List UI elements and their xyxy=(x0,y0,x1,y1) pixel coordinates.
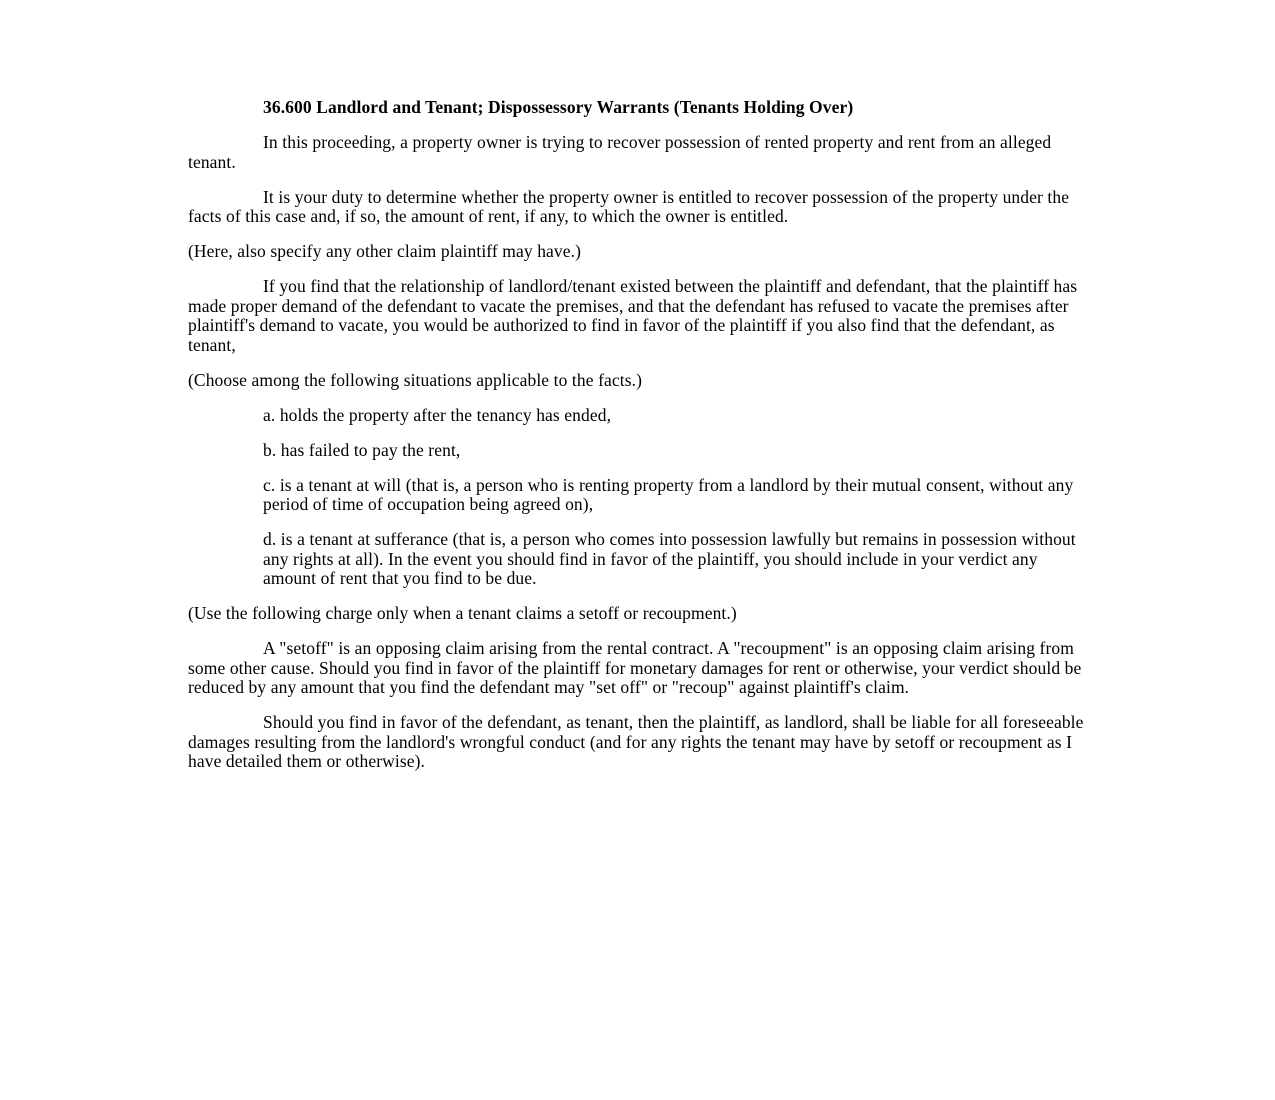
situation-item-b: b. has failed to pay the rent, xyxy=(263,439,461,460)
note-setoff: (Use the following charge only when a tenant claims a setoff or recoupment.) xyxy=(188,603,737,623)
situation-item-c: c. is a tenant at will (that is, a person who is renting property from a landlord by their mutual consent, without any period of time of occupation being agreed on), xyxy=(263,474,1074,514)
note-choose-situations: (Choose among the following situations applicable to the facts.) xyxy=(188,369,643,390)
situation-item-a: a. holds the property after the tenancy has ended, xyxy=(263,404,612,425)
situation-item-d: d. is a tenant at sufferance (that is, a person who comes into possession lawfully but remains in possession without any rights at all). In the event you should find in favor of the plaintiff, you should include in your verdict any amount of rent that you find to be due. xyxy=(263,529,1076,588)
document-page xyxy=(188,98,1088,787)
relationship-paragraph: If you find that the relationship of landlord/tenant existed between the plaintiff and defendant, that the plaintiff has made proper demand of the defendant to vacate the premises, and that the defendant has refused to vacate the premises after plaintiff's demand to vacate, you would be authorized to find in favor of the plaintiff if you also find that the defendant, as tenant, xyxy=(188,276,1078,355)
note-other-claim: (Here, also specify any other claim plaintiff may have.) xyxy=(188,241,582,261)
setoff-paragraph: A "setoff" is an opposing claim arising from the rental contract. A "recoupment" is an opposing claim arising from some other cause. Should you find in favor of the plaintiff for monetary damages for rent or otherwise, your verdict should be reduced by any amount that you find the defendant may "set off" or "recoup" against plaintiff's claim. xyxy=(188,638,1082,697)
intro-paragraph-1: In this proceeding, a property owner is trying to recover possession of rented property and rent from an alleged tenant. xyxy=(188,132,1052,172)
document-title: 36.600 Landlord and Tenant; Dispossessory Warrants (Tenants Holding Over) xyxy=(263,97,854,117)
intro-paragraph-2: It is your duty to determine whether the property owner is entitled to recover possession of the property under the facts of this case and, if so, the amount of rent, if any, to which the owner is entitled. xyxy=(188,186,1070,226)
defendant-paragraph: Should you find in favor of the defendant, as tenant, then the plaintiff, as landlord, shall be liable for all foreseeable damages resulting from the landlord's wrongful conduct (and for any rights the tenant may have by setoff or recoupment as I have detailed them or otherwise). xyxy=(188,712,1084,771)
